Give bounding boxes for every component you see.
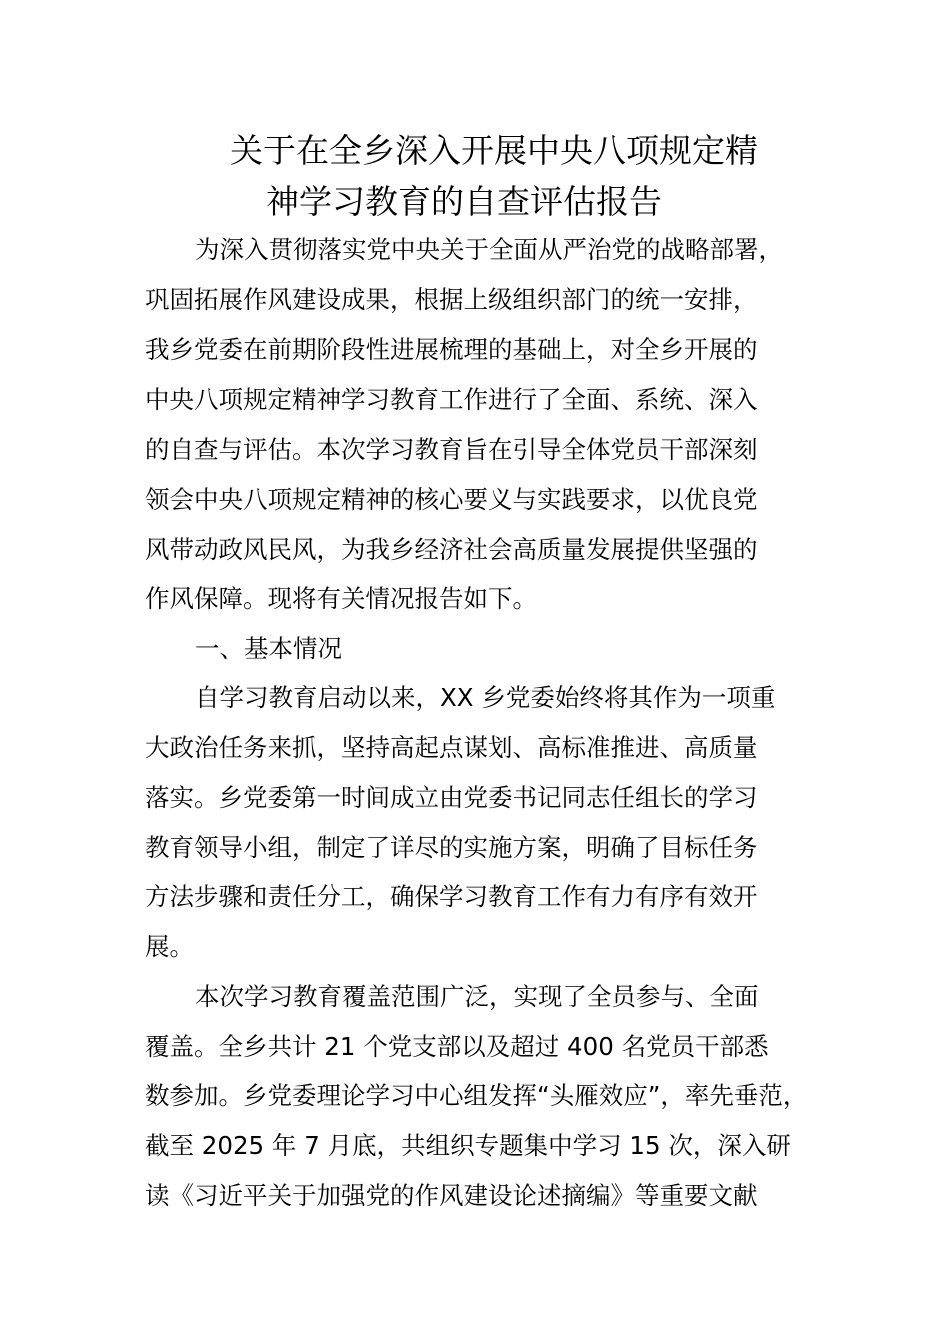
document-title-line-1: 关于在全乡深入开展中央八项规定精	[230, 131, 758, 170]
paragraph-1-line: 风带动政风民风，为我乡经济社会高质量发展提供坚强的	[145, 535, 758, 564]
paragraph-2-line: 落实。乡党委第一时间成立由党委书记同志任组长的学习	[145, 783, 758, 812]
paragraph-2-line: 教育领导小组，制定了详尽的实施方案，明确了目标任务	[145, 833, 758, 862]
paragraph-1-line: 巩固拓展作风建设成果，根据上级组织部门的统一安排，	[145, 285, 758, 314]
paragraph-1-line: 为深入贯彻落实党中央关于全面从严治党的战略部署，	[195, 235, 783, 264]
paragraph-2-line: 展。	[145, 932, 194, 961]
paragraph-1-line: 作风保障。现将有关情况报告如下。	[145, 584, 537, 613]
paragraph-2-line: 大政治任务来抓，坚持高起点谋划、高标准推进、高质量	[145, 733, 758, 762]
document-title-line-2: 神学习教育的自查评估报告	[266, 182, 662, 221]
paragraph-1-line: 中央八项规定精神学习教育工作进行了全面、系统、深入	[145, 385, 758, 414]
paragraph-3-line: 数参加。乡党委理论学习中心组发挥“头雁效应”，率先垂范，	[145, 1081, 808, 1110]
paragraph-2-line: 自学习教育启动以来，XX 乡党委始终将其作为一项重	[195, 683, 776, 712]
paragraph-1-line: 的自查与评估。本次学习教育旨在引导全体党员干部深刻	[145, 435, 758, 464]
paragraph-3-line: 覆盖。全乡共计 21 个党支部以及超过 400 名党员干部悉	[145, 1032, 769, 1061]
paragraph-1-line: 领会中央八项规定精神的核心要义与实践要求，以优良党	[145, 485, 758, 514]
paragraph-3-line: 读《习近平关于加强党的作风建设论述摘编》等重要文献	[145, 1181, 758, 1210]
paragraph-1-line: 我乡党委在前期阶段性进展梳理的基础上，对全乡开展的	[145, 335, 758, 364]
section-heading: 一、基本情况	[195, 634, 342, 663]
paragraph-2-line: 方法步骤和责任分工，确保学习教育工作有力有序有效开	[145, 882, 758, 911]
paragraph-3-line: 截至 2025 年 7 月底，共组织专题集中学习 15 次，深入研	[145, 1131, 791, 1160]
paragraph-3-line: 本次学习教育覆盖范围广泛，实现了全员参与、全面	[195, 982, 759, 1011]
